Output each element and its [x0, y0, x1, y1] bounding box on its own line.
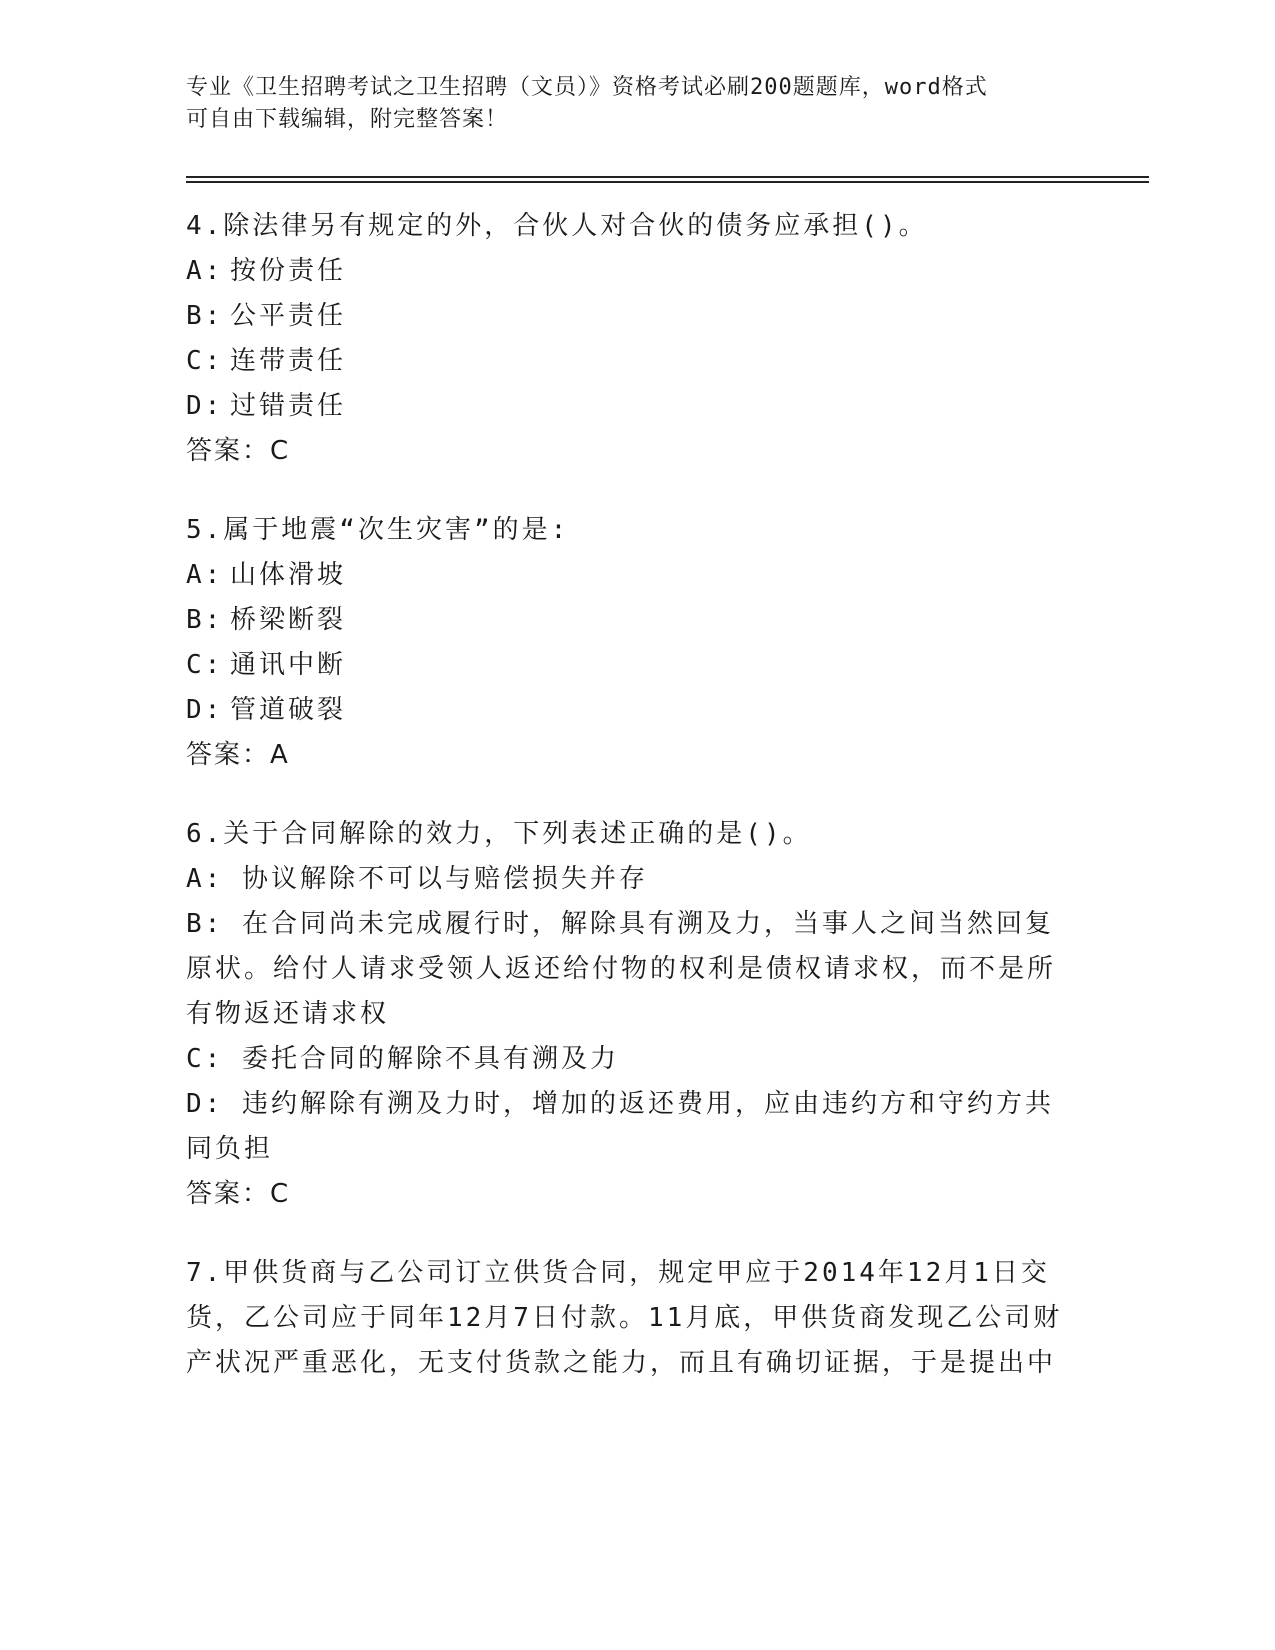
option-text: 连带责任 [230, 346, 347, 376]
option-a [186, 553, 1066, 598]
option-text: 公平责任 [230, 301, 347, 331]
question-list [186, 204, 1066, 1420]
option-d [186, 688, 1066, 733]
option-text: 过错责任 [230, 391, 347, 421]
option-key: A: [186, 256, 224, 286]
option-d [186, 384, 1066, 429]
option-text: 在合同尚未完成履行时，解除具有溯及力，当事人之间当然回复原状。给付人请求受领人返还给付物的权利是债权请求权，而不是所有物返还请求权 [186, 909, 1057, 1029]
option-text: 山体滑坡 [230, 560, 347, 590]
option-text: 通讯中断 [230, 650, 347, 680]
question-stem: 5.属于地震“次生灾害”的是: [186, 515, 570, 545]
option-key: A: [186, 864, 224, 894]
option-key: C: [186, 346, 224, 376]
option-a [186, 249, 1066, 294]
option-text: 按份责任 [230, 256, 347, 286]
option-b [186, 902, 1066, 1037]
answer-line: 答案：A [186, 740, 290, 770]
question-stem: 4.除法律另有规定的外，合伙人对合伙的债务应承担()。 [186, 211, 928, 241]
option-b [186, 294, 1066, 339]
option-key: C: [186, 650, 224, 680]
option-a [186, 857, 1066, 902]
option-key: D: [186, 1089, 224, 1119]
question-6 [186, 812, 1066, 1217]
option-text: 协议解除不可以与赔偿损失并存 [241, 864, 648, 894]
question-5 [186, 508, 1066, 778]
option-key: B: [186, 909, 224, 939]
option-key: D: [186, 695, 224, 725]
option-c [186, 339, 1066, 384]
answer-line: 答案：C [186, 1179, 291, 1209]
option-c [186, 1037, 1066, 1082]
answer-line: 答案：C [186, 436, 291, 466]
header-divider-top [186, 176, 1149, 178]
option-text: 桥梁断裂 [230, 605, 347, 635]
option-text: 违约解除有溯及力时，增加的返还费用，应由违约方和守约方共同负担 [186, 1089, 1054, 1164]
option-key: D: [186, 391, 224, 421]
question-stem: 7.甲供货商与乙公司订立供货合同，规定甲应于2014年12月1日交货，乙公司应于同年12月7日付款。11月底，甲供货商发现乙公司财产状况严重恶化，无支付货款之能力，而且有确切证据，于是提出中 [186, 1258, 1063, 1378]
option-key: A: [186, 560, 224, 590]
option-text: 管道破裂 [230, 695, 347, 725]
question-4 [186, 204, 1066, 474]
option-key: B: [186, 301, 224, 331]
option-b [186, 598, 1066, 643]
option-text: 委托合同的解除不具有溯及力 [241, 1044, 619, 1074]
document-header: 专业《卫生招聘考试之卫生招聘（文员）》资格考试必刷200题题库，word格式 可自由下载编辑，附完整答案！ [186, 75, 988, 132]
option-key: B: [186, 605, 224, 635]
header-divider-bottom [186, 181, 1149, 183]
question-7 [186, 1251, 1066, 1386]
option-key: C: [186, 1044, 224, 1074]
option-d [186, 1082, 1066, 1172]
option-c [186, 643, 1066, 688]
question-stem: 6.关于合同解除的效力，下列表述正确的是()。 [186, 819, 812, 849]
